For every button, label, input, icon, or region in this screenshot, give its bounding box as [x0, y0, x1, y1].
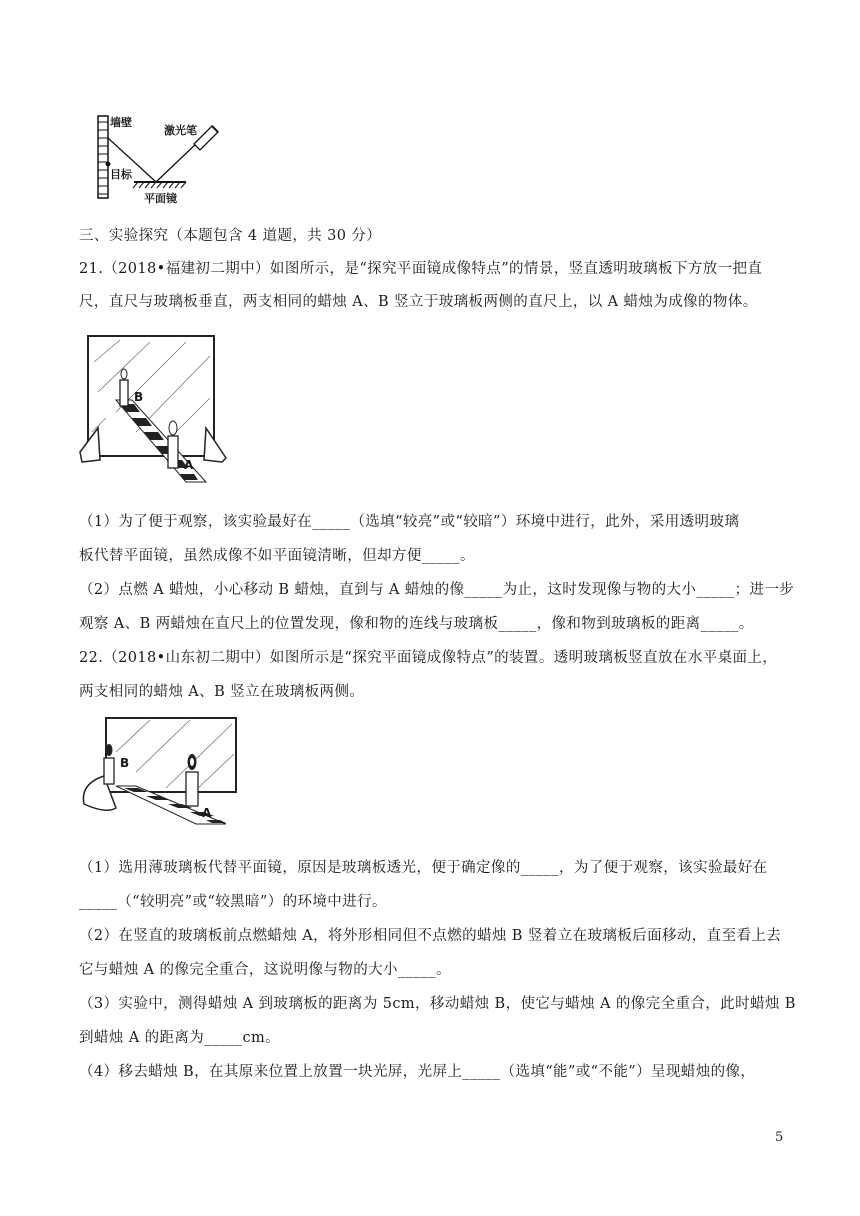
q21-p2-line1: （2）点燃 A 蜡烛，小心移动 B 蜡烛，直到与 A 蜡烛的像_____为止，这时发现像与物的大小_____；进一步 [79, 582, 795, 598]
wall-label: 墙壁 [110, 116, 132, 129]
q22-label-a: A [202, 806, 212, 820]
q22-label-b: B [120, 756, 130, 770]
q22-p2-line2: 它与蜡烛 A 的像完全重合，这说明像与物的大小_____。 [79, 962, 452, 978]
q21-p2-line2: 观察 A、B 两蜡烛在直尺上的位置发现，像和物的连线与玻璃板_____，像和物到玻璃板的距离_____。 [79, 616, 754, 632]
target-label: 目标 [110, 168, 132, 181]
q22-p4-line1: （4）移去蜡烛 B，在其原来位置上放置一块光屏，光屏上_____（选填“能”或“不能”）呈现蜡烛的像， [79, 1064, 756, 1080]
figure-q22-candles [76, 712, 244, 828]
q21-candle-diagram [76, 332, 228, 490]
page-number: 5 [775, 1130, 784, 1145]
q21-label-b: B [134, 390, 144, 404]
q21-stem-line2: 尺，直尺与玻璃板垂直，两支相同的蜡烛 A、B 竖立于玻璃板两侧的直尺上，以 A 蜡烛为成像的物体。 [79, 294, 758, 310]
q22-p1-line2: _____（“较明亮”或“较黑暗”）的环境中进行。 [79, 894, 387, 910]
q21-stem-line1: 21.（2018•福建初二期中）如图所示，是“探究平面镜成像特点”的情景，竖直透明玻璃板下方放一把直 [79, 261, 763, 277]
mirror-label: 平面镜 [144, 192, 177, 205]
q22-stem-line2: 两支相同的蜡烛 A、B 竖立在玻璃板两侧。 [79, 684, 365, 700]
figure-laser-mirror [86, 110, 236, 210]
figure-q21-candles [76, 332, 228, 490]
q22-p3-line1: （3）实验中，测得蜡烛 A 到玻璃板的距离为 5cm，移动蜡烛 B，使它与蜡烛 A 的像完全重合，此时蜡烛 B [79, 996, 796, 1012]
laser-label: 激光笔 [164, 124, 197, 137]
q22-candle-diagram [76, 712, 244, 828]
q22-p1-line1: （1）选用薄玻璃板代替平面镜，原因是玻璃板透光，便于确定像的_____，为了便于观察，该实验最好在 [79, 860, 768, 876]
q22-p3-line2: 到蜡烛 A 的距离为_____cm。 [79, 1030, 281, 1046]
section-heading: 三、实验探究（本题包含 4 道题，共 30 分） [79, 228, 382, 244]
q22-p2-line1: （2）在竖直的玻璃板前点燃蜡烛 A，将外形相同但不点燃的蜡烛 B 竖着立在玻璃板后面移动，直至看上去 [79, 928, 782, 944]
q21-label-a: A [184, 458, 194, 472]
q21-p1-line1: （1）为了便于观察，该实验最好在_____（选填“较亮”或“较暗”）环境中进行，此外，采用透明玻璃 [79, 514, 740, 530]
q22-stem-line1: 22.（2018•山东初二期中）如图所示是“探究平面镜成像特点”的装置。透明玻璃板竖直放在水平桌面上， [79, 650, 778, 666]
q21-p1-line2: 板代替平面镜，虽然成像不如平面镜清晰，但却方便_____。 [79, 548, 475, 564]
